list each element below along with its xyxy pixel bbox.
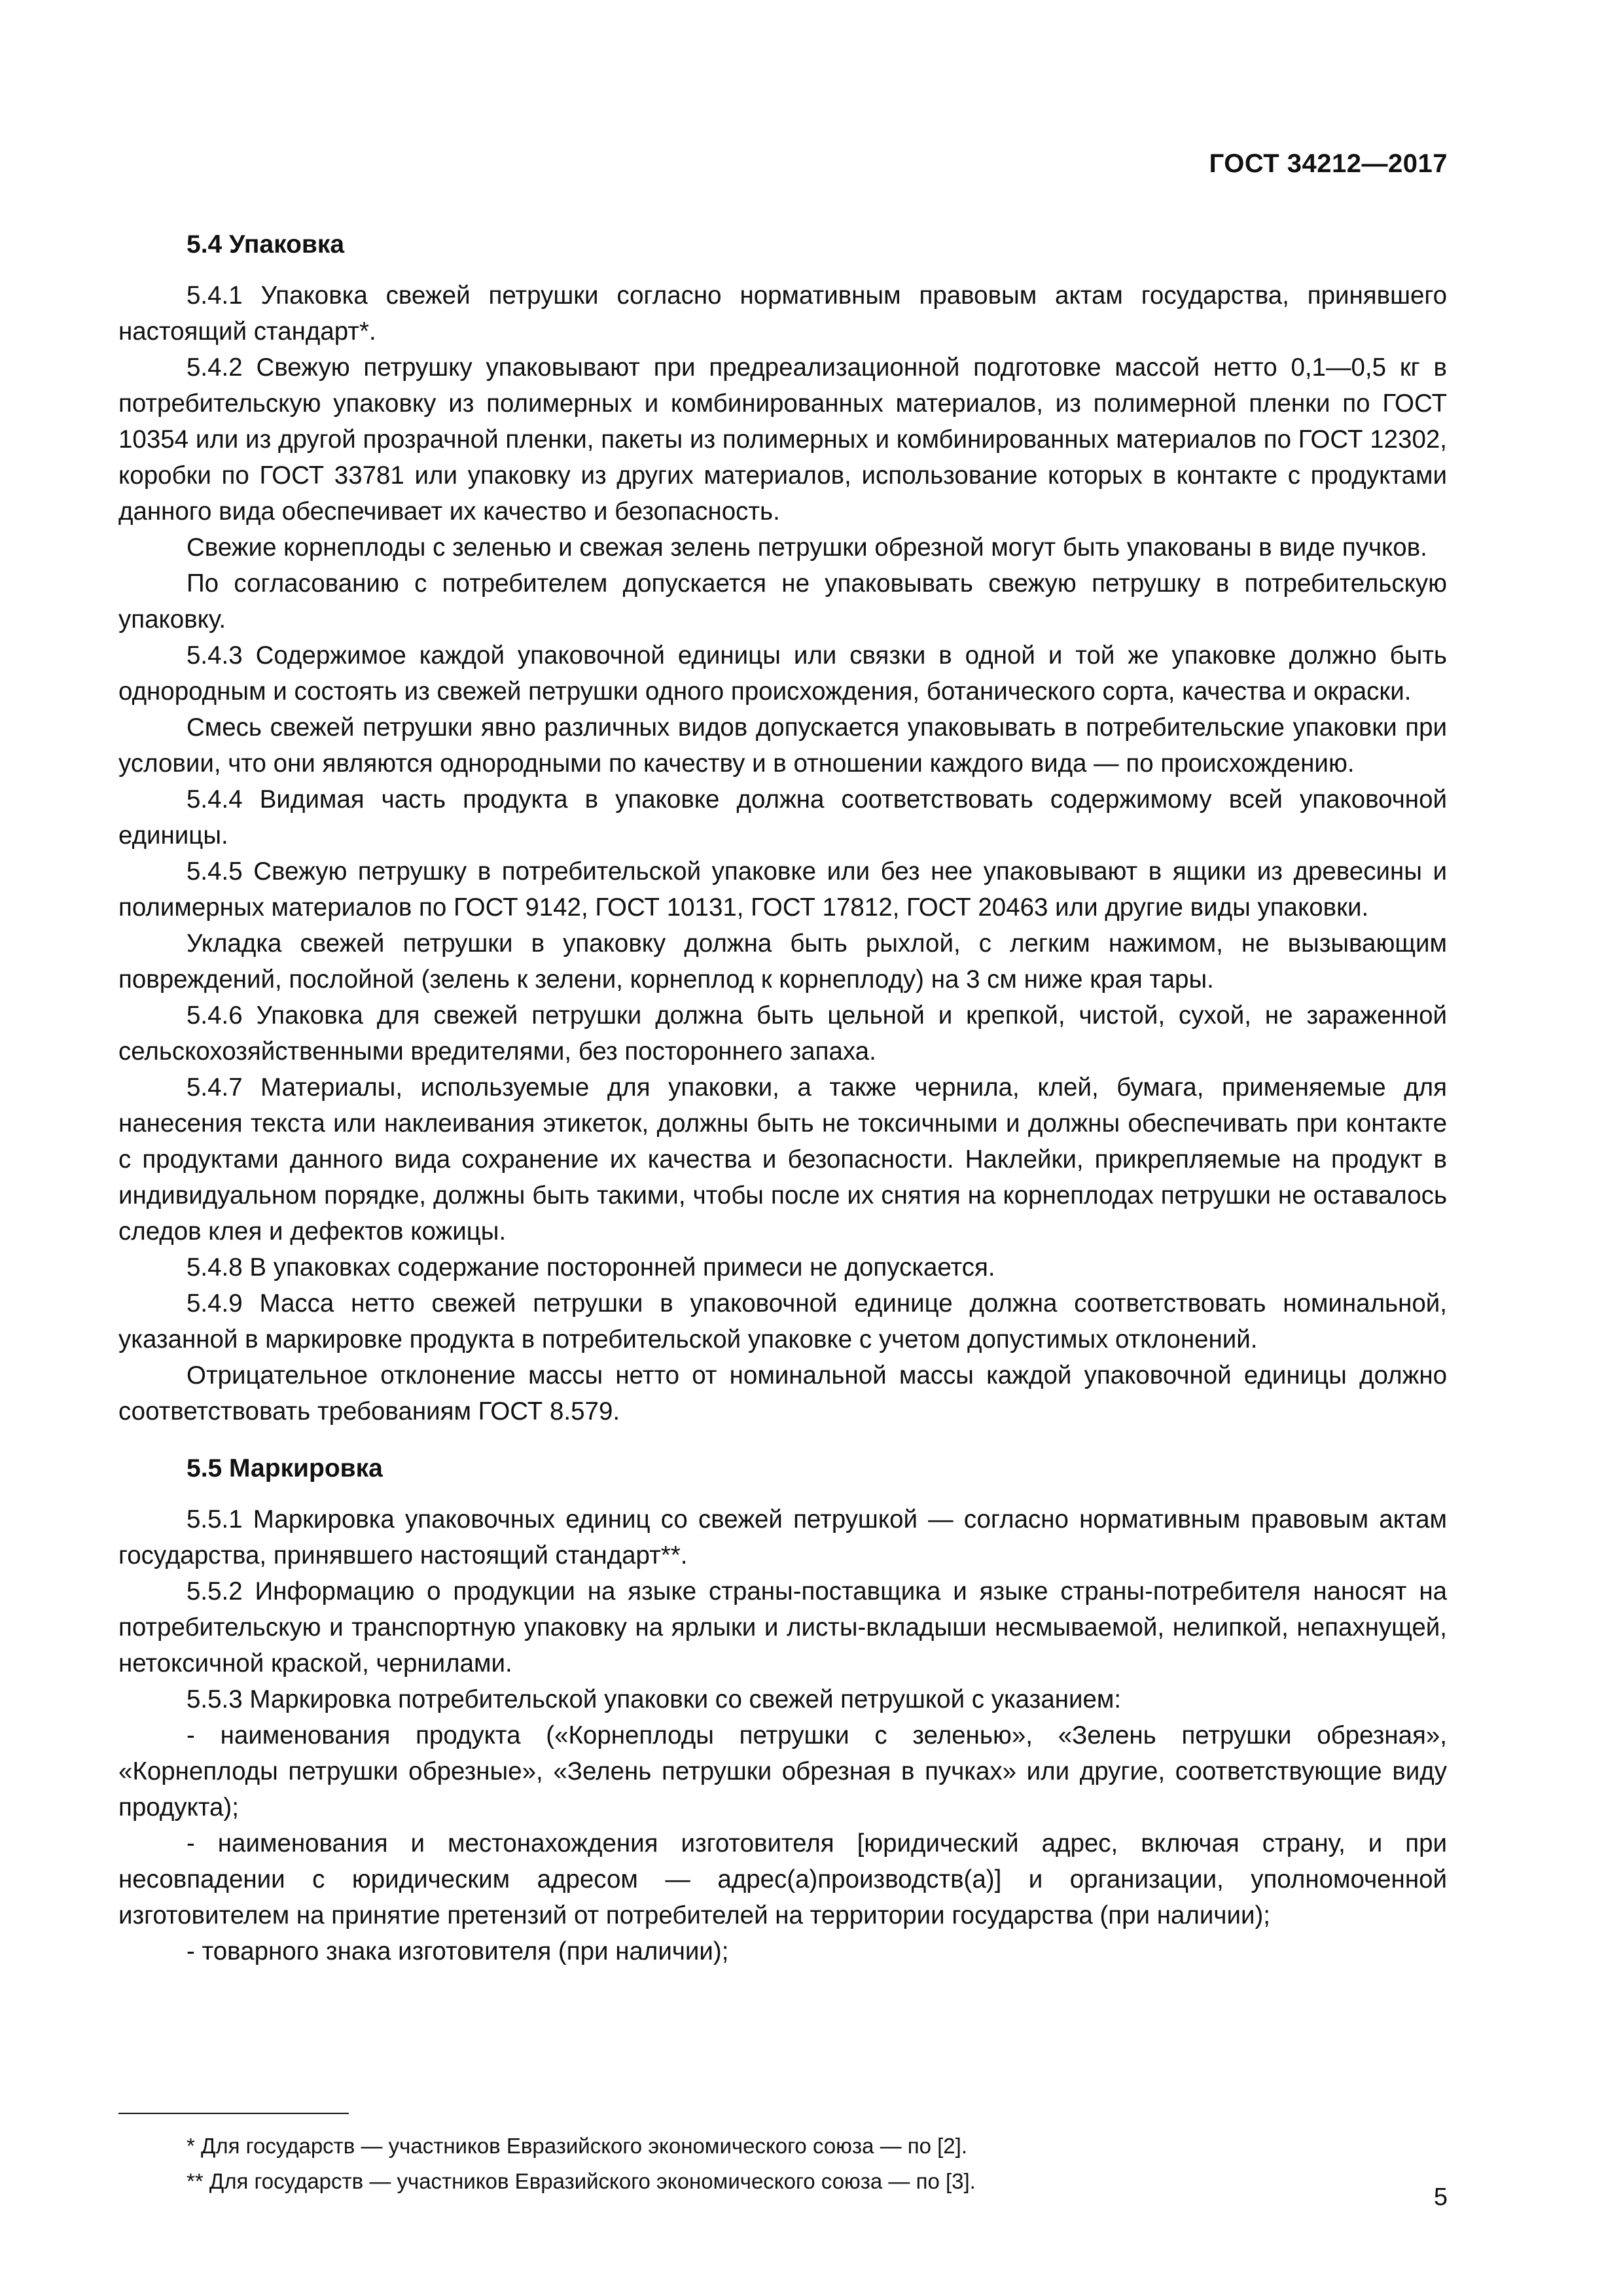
- document-designation: ГОСТ 34212—2017: [1209, 149, 1448, 178]
- paragraph-bunches: Свежие корнеплоды с зеленью и свежая зелень петрушки обрезной могут быть упакованы в виде пучков.: [187, 533, 1427, 562]
- paragraph-5-4-6: 5.4.6 Упаковка для свежей петрушки должна быть цельной и крепкой, чистой, сухой, не зараженной сельскохозяйственными вредителями, без постороннего запаха.: [118, 1001, 1447, 1066]
- paragraph-stacking: Укладка свежей петрушки в упаковку должна быть рыхлой, с легким нажимом, не вызывающим повреждений, послойной (зелень к зелени, корнеплод к корнеплоду) на 3 см ниже края тары.: [118, 929, 1447, 994]
- list-item-manufacturer: - наименования и местонахождения изготовителя [юридический адрес, включая страну, и при несовпадении с юридическим адресом — адрес(а)производств(а)] и организации, уполномоченной изготовителем на принятие претензий от потребителей на территории государства (при наличии);: [118, 1829, 1447, 1929]
- paragraph-mixture: Смесь свежей петрушки явно различных видов допускается упаковывать в потребительские упаковки при условии, что они являются однородными по качеству и в отношении каждого вида — по происхождению.: [118, 713, 1447, 778]
- paragraph-5-5-1: 5.5.1 Маркировка упаковочных единиц со свежей петрушкой — согласно нормативным правовым актам государства, принявшего настоящий стандарт**.: [118, 1505, 1447, 1570]
- list-item-trademark: - товарного знака изготовителя (при наличии);: [187, 1937, 729, 1965]
- footnote-separator: [118, 2113, 349, 2114]
- page-number: 5: [1433, 2183, 1448, 2211]
- paragraph-5-4-7: 5.4.7 Материалы, используемые для упаковки, а также чернила, клей, бумага, применяемые для нанесения текста или наклеивания этикеток, должны быть не токсичными и должны обеспечивать при контакте с продуктами данного вида сохранение их качества и безопасности. Наклейки, прикрепляемые на продукт в индивидуальном порядке, должны быть такими, чтобы после их снятия на корнеплодах петрушки не оставалось следов клея и дефектов кожицы.: [118, 1073, 1447, 1246]
- paragraph-5-4-1: 5.4.1 Упаковка свежей петрушки согласно нормативным правовым актам государства, принявшего настоящий стандарт*.: [118, 281, 1447, 346]
- paragraph-5-4-3: 5.4.3 Содержимое каждой упаковочной единицы или связки в одной и той же упаковке должно быть однородным и состоять из свежей петрушки одного происхождения, ботанического сорта, качества и окраски.: [118, 641, 1447, 706]
- paragraph-5-4-9: 5.4.9 Масса нетто свежей петрушки в упаковочной единице должна соответствовать номинальной, указанной в маркировке продукта в потребительской упаковке с учетом допустимых отклонений.: [118, 1289, 1447, 1354]
- section-heading-packaging: 5.4 Упаковка: [187, 230, 345, 259]
- paragraph-negative-deviation: Отрицательное отклонение массы нетто от номинальной массы каждой упаковочной единицы должно соответствовать требованиям ГОСТ 8.579.: [118, 1361, 1447, 1426]
- paragraph-agreement: По согласованию с потребителем допускается не упаковывать свежую петрушку в потребительскую упаковку.: [118, 569, 1447, 634]
- footnote-1: * Для государств — участников Евразийского экономического союза — по [2].: [187, 2134, 967, 2158]
- section-heading-marking: 5.5 Маркировка: [187, 1454, 383, 1482]
- paragraph-5-4-2: 5.4.2 Свежую петрушку упаковывают при предреализационной подготовке массой нетто 0,1—0,5 кг в потребительскую упаковку из полимерных и комбинированных материалов, из полимерной пленки по ГОСТ 10354 или из другой прозрачной пленки, пакеты из полимерных и комбинированных материалов по ГОСТ 12302, коробки по ГОСТ 33781 или упаковку из других материалов, использование которых в контакте с продуктами данного вида обеспечивает их качество и безопасность.: [118, 353, 1447, 526]
- paragraph-5-4-5: 5.4.5 Свежую петрушку в потребительской упаковке или без нее упаковывают в ящики из древесины и полимерных материалов по ГОСТ 9142, ГОСТ 10131, ГОСТ 17812, ГОСТ 20463 или другие виды упаковки.: [118, 857, 1447, 922]
- paragraph-5-4-4: 5.4.4 Видимая часть продукта в упаковке должна соответствовать содержимому всей упаковочной единицы.: [118, 785, 1447, 850]
- footnote-2: ** Для государств — участников Евразийского экономического союза — по [3].: [187, 2169, 976, 2193]
- footnotes: [187, 2128, 1430, 2199]
- paragraph-5-4-8: 5.4.8 В упаковках содержание посторонней примеси не допускается.: [187, 1253, 995, 1282]
- page-body: [118, 226, 1447, 1969]
- paragraph-5-5-3: 5.5.3 Маркировка потребительской упаковки со свежей петрушкой с указанием:: [187, 1685, 1122, 1713]
- paragraph-5-5-2: 5.5.2 Информацию о продукции на языке страны-поставщика и языке страны-потребителя наносят на потребительскую и транспортную упаковку на ярлыки и листы-вкладыши несмываемой, нелипкой, непахнущей, нетоксичной краской, чернилами.: [118, 1577, 1447, 1677]
- list-item-product-name: - наименования продукта («Корнеплоды петрушки с зеленью», «Зелень петрушки обрезная», «Корнеплоды петрушки обрезные», «Зелень петрушки обрезная в пучках» или другие, соответствующие виду продукта);: [118, 1721, 1447, 1821]
